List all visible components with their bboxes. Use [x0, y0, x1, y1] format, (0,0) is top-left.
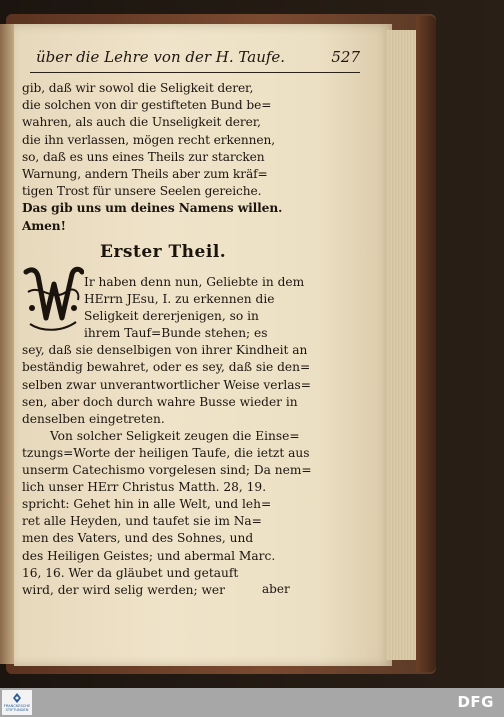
section-heading: Erster Theil.: [100, 242, 227, 262]
text-line: denselben eingetreten.: [22, 411, 165, 426]
text-line: gib, daß wir sowol die Seligkeit derer,: [22, 81, 254, 95]
text-line: wird, der wird selig werden; wer: [22, 582, 225, 597]
text-line: Warnung, andern Theils aber zum kräf=: [22, 167, 268, 182]
page-number: 527: [331, 48, 360, 66]
drop-cap-letter: W: [49, 307, 57, 314]
text-line: die solchen von dir gestifteten Bund be=: [22, 98, 272, 113]
text-line: des Heiligen Geistes; und abermal Marc.: [22, 548, 276, 563]
page-stack-edge: [386, 30, 420, 660]
text-line: men des Vaters, und des Sohnes, und: [22, 531, 254, 546]
dfg-logo: DFG: [457, 693, 494, 711]
text-line: selben zwar unverantwortlicher Weise verlas=: [22, 377, 311, 392]
text-line: Von solcher Seligkeit zeugen die Einse=: [50, 428, 300, 443]
body-paragraph: [22, 274, 362, 599]
intro-paragraph: [22, 80, 362, 235]
text-line: unserm Catechismo vorgelesen sind; Da nem=: [22, 463, 312, 478]
text-line: beständig bewahret, oder es sey, daß sie den=: [22, 360, 311, 375]
text-line: tigen Trost für unsere Seelen gereiche.: [22, 184, 262, 199]
text-line: ihrem Tauf=Bunde stehen; es: [84, 326, 268, 341]
text-line: die ihn verlassen, mögen recht erkennen,: [22, 132, 276, 147]
francke-foundations-logo: [2, 690, 32, 715]
francke-logo-text: FRANCKESCHE STIFTUNGEN: [3, 704, 31, 712]
viewer-footer-bar: [0, 688, 504, 717]
text-line: Amen!: [22, 218, 66, 233]
cover-edge-right: [416, 16, 436, 672]
text-line: sey, daß sie denselbigen von ihrer Kindheit an: [22, 343, 308, 358]
francke-logo-icon: [2, 691, 32, 705]
text-line: so, daß es uns eines Theils zur starcken: [22, 149, 265, 164]
running-header: [30, 44, 360, 73]
catchword: aber: [262, 582, 290, 596]
text-line: ret alle Heyden, und taufet sie im Na=: [22, 514, 262, 529]
text-line: tzungs=Worte der heiligen Taufe, die ietzt aus: [22, 445, 310, 460]
text-line: Das gib uns um deines Namens willen.: [22, 201, 283, 216]
text-line: lich unser HErr Christus Matth. 28, 19.: [22, 480, 267, 495]
text-line: HErrn JEsu, I. zu erkennen die: [84, 292, 275, 307]
text-line: Ir haben denn nun, Geliebte in dem: [84, 275, 305, 289]
text-line: sen, aber doch durch wahre Busse wieder in: [22, 394, 298, 409]
text-line: 16, 16. Wer da gläubet und getauft: [22, 565, 239, 580]
text-line: spricht: Gehet hin in alle Welt, und leh=: [22, 497, 272, 512]
running-title: über die Lehre von der H. Taufe.: [36, 48, 286, 66]
text-line: wahren, als auch die Unseligkeit derer,: [22, 115, 261, 130]
text-line: Seligkeit dererjenigen, so in: [84, 309, 259, 324]
